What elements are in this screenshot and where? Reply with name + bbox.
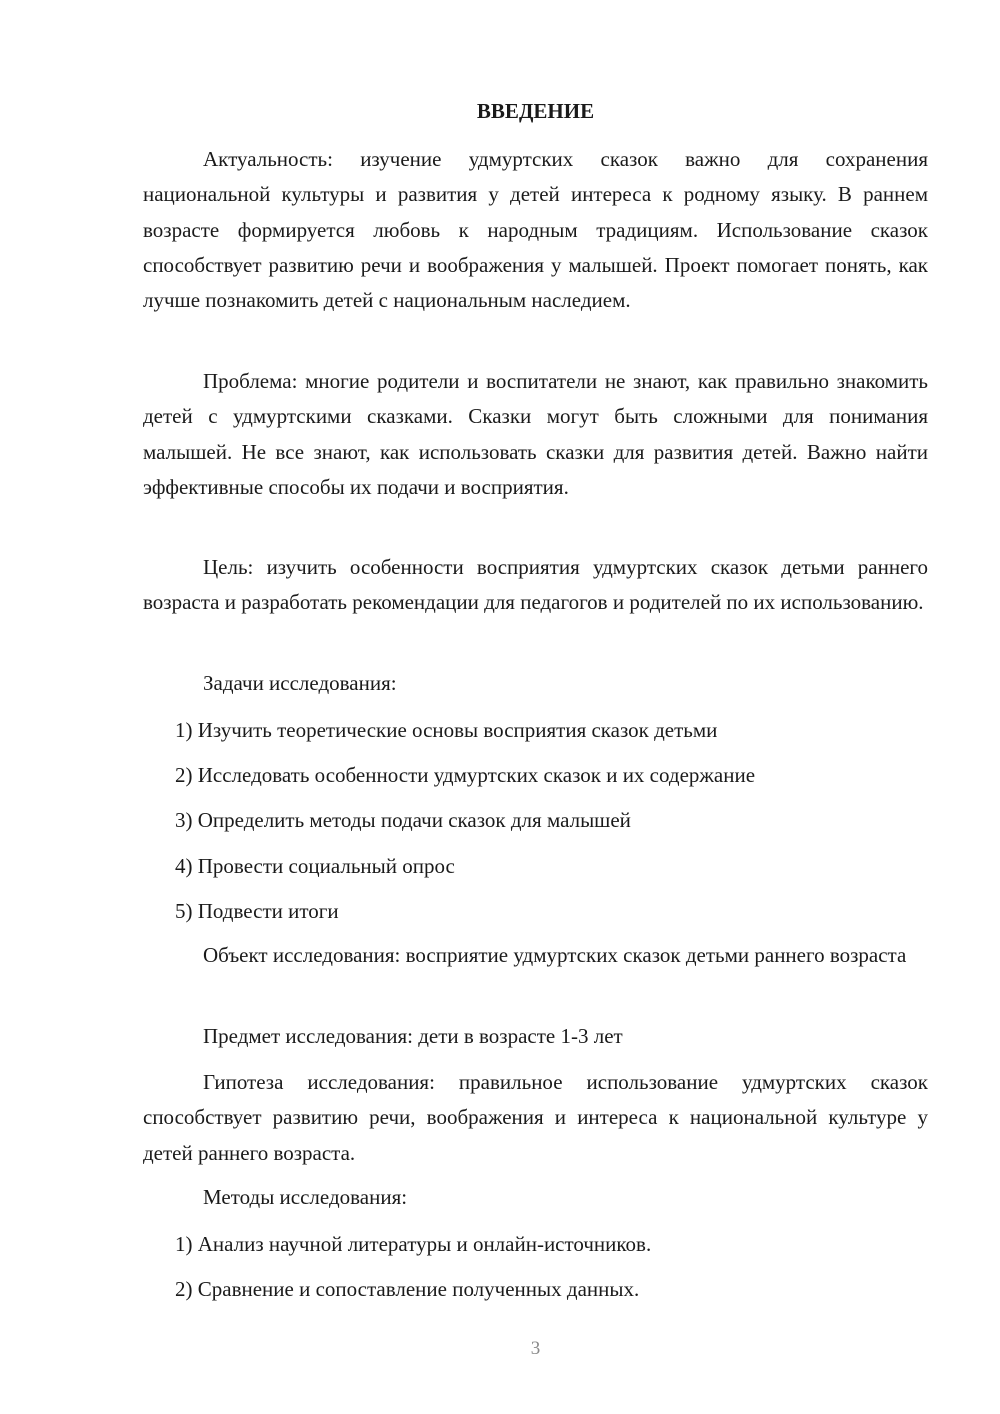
document-page bbox=[143, 0, 928, 1414]
paragraph-goal: Цель: изучить особенности восприятия удмуртских сказок детьми раннего возраста и разработать рекомендации для педагогов и родителей по их использованию. bbox=[143, 555, 928, 615]
paragraph-problem: Проблема: многие родители и воспитатели не знают, как правильно знакомить детей с удмуртскими сказками. Сказки могут быть сложными для понимания малышей. Не все знают, как использовать сказки для развития детей. Важно найти эффективные способы их подачи и восприятия. bbox=[143, 369, 928, 499]
paragraph-subject: Предмет исследования: дети в возрасте 1-3 лет bbox=[203, 1024, 623, 1048]
methods-heading: Методы исследования: bbox=[203, 1185, 408, 1209]
task-item: 2) Исследовать особенности удмуртских сказок и их содержание bbox=[175, 763, 756, 787]
method-item: 1) Анализ научной литературы и онлайн-источников. bbox=[175, 1232, 652, 1256]
paragraph-hypothesis: Гипотеза исследования: правильное использование удмуртских сказок способствует развитию речи, воображения и интереса к национальной культуре у детей раннего возраста. bbox=[143, 1070, 928, 1165]
paragraph-object: Объект исследования: восприятие удмуртских сказок детьми раннего возраста bbox=[203, 943, 907, 967]
task-item: 4) Провести социальный опрос bbox=[175, 854, 455, 878]
method-item: 2) Сравнение и сопоставление полученных данных. bbox=[175, 1277, 640, 1301]
task-item: 1) Изучить теоретические основы восприятия сказок детьми bbox=[175, 718, 718, 742]
task-item: 3) Определить методы подачи сказок для малышей bbox=[175, 808, 631, 832]
page-number: 3 bbox=[530, 1338, 541, 1359]
tasks-heading: Задачи исследования: bbox=[203, 671, 397, 695]
section-title: ВВЕДЕНИЕ bbox=[476, 99, 595, 123]
paragraph-relevance: Актуальность: изучение удмуртских сказок важно для сохранения национальной культуры и развития у детей интереса к родному языку. В раннем возрасте формируется любовь к народным традициям. Использование сказок способствует развитию речи и воображения у малышей. Проект помогает понять, как лучше познакомить детей с национальным наследием. bbox=[143, 147, 928, 313]
task-item: 5) Подвести итоги bbox=[175, 899, 339, 923]
